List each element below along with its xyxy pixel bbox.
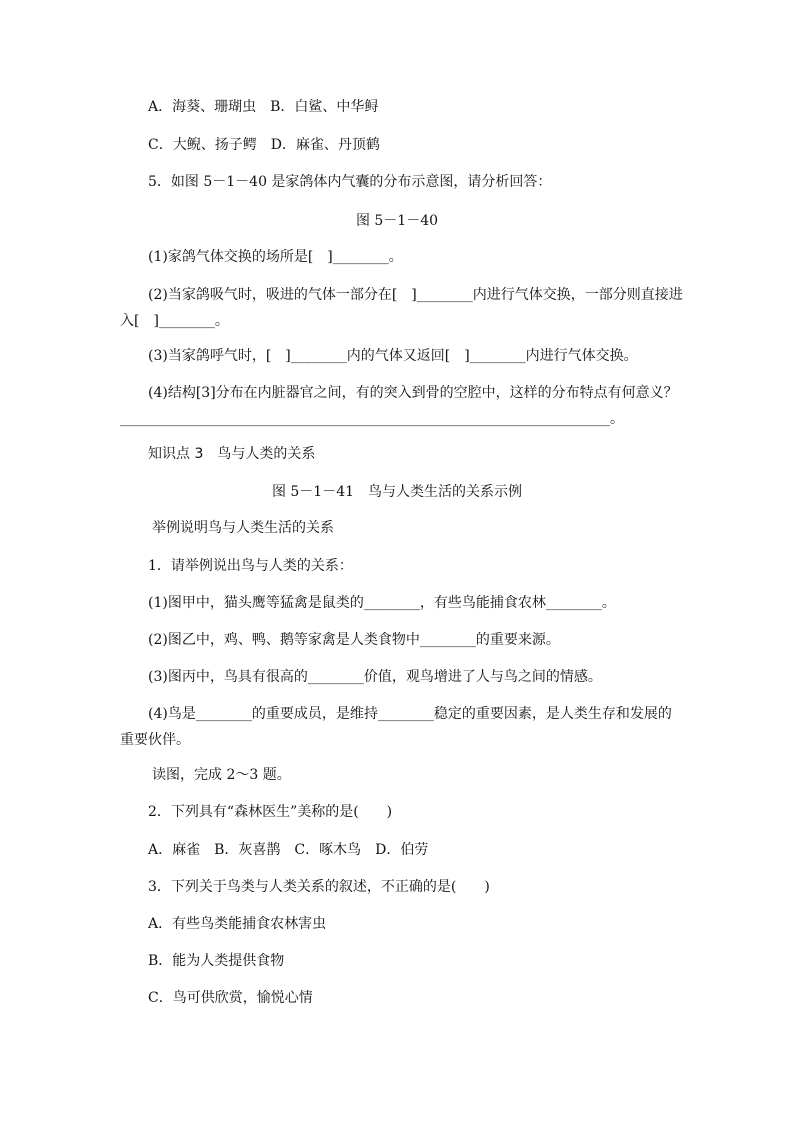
question-5-part-2: (2)当家鸽吸气时，吸进的气体一部分在[ ]________内进行气体交换，一部分则直接进	[148, 287, 683, 303]
question-1-stem: 1．请举例说出鸟与人类的关系：	[148, 558, 353, 574]
figure-caption-5-1-40: 图 5－1－40	[355, 213, 439, 229]
question-5-part-2-cont: 入[ ]________。	[120, 313, 229, 329]
question-2-options: A．麻雀 B．灰喜鹊 C．啄木鸟 D．伯劳	[148, 842, 429, 858]
question-3-option-a: A．有些鸟类能捕食农林害虫	[148, 916, 327, 932]
question-1-part-1: (1)图甲中，猫头鹰等猛禽是鼠类的________，有些鸟能捕食农林________。	[148, 595, 616, 611]
question-1-part-4-cont: 重要伙伴。	[120, 732, 190, 748]
question-3-option-c: C．鸟可供欣赏，愉悦心情	[148, 990, 313, 1006]
question-1-part-2: (2)图乙中，鸡、鸭、鹅等家禽是人类食物中________的重要来源。	[148, 632, 560, 648]
question-3-stem: 3．下列关于鸟类与人类关系的叙述，不正确的是( )	[148, 879, 490, 895]
question-5-part-1: (1)家鸽气体交换的场所是[ ]________。	[148, 249, 403, 265]
subheading-examples: 举例说明鸟与人类生活的关系	[152, 520, 334, 536]
question-1-part-3: (3)图丙中，鸟具有很高的________价值，观鸟增进了人与鸟之间的情感。	[148, 669, 602, 685]
question-5-part-4: (4)结构[3]分布在内脏器官之间，有的突入到骨的空腔中，这样的分布特点有何意义？	[148, 385, 678, 401]
figure-caption-5-1-41: 图 5－1－41 鸟与人类生活的关系示例	[271, 484, 523, 500]
question-4-options-ab: A．海葵、珊瑚虫 B．白鲨、中华鲟	[148, 99, 379, 115]
question-2-stem: 2．下列具有“森林医生”美称的是( )	[148, 804, 393, 820]
question-3-option-b: B．能为人类提供食物	[148, 953, 285, 969]
section-heading-knowledge-3: 知识点 3 鸟与人类的关系	[148, 446, 316, 462]
question-1-part-4: (4)鸟是________的重要成员，是维持________稳定的重要因素，是人类生存和发展的	[148, 706, 672, 722]
reading-instruction: 读图，完成 2～3 题。	[152, 767, 291, 783]
answer-blank-line: ______________________________________________________________________。	[120, 411, 624, 427]
question-5-part-3: (3)当家鸽呼气时，[ ]________内的气体又返回[ ]________内进行气体交换。	[148, 348, 638, 364]
question-5-stem: 5．如图 5－1－40 是家鸽体内气囊的分布示意图，请分析回答：	[148, 174, 552, 190]
question-4-options-cd: C．大鲵、扬子鳄 D．麻雀、丹顶鹤	[148, 137, 380, 153]
